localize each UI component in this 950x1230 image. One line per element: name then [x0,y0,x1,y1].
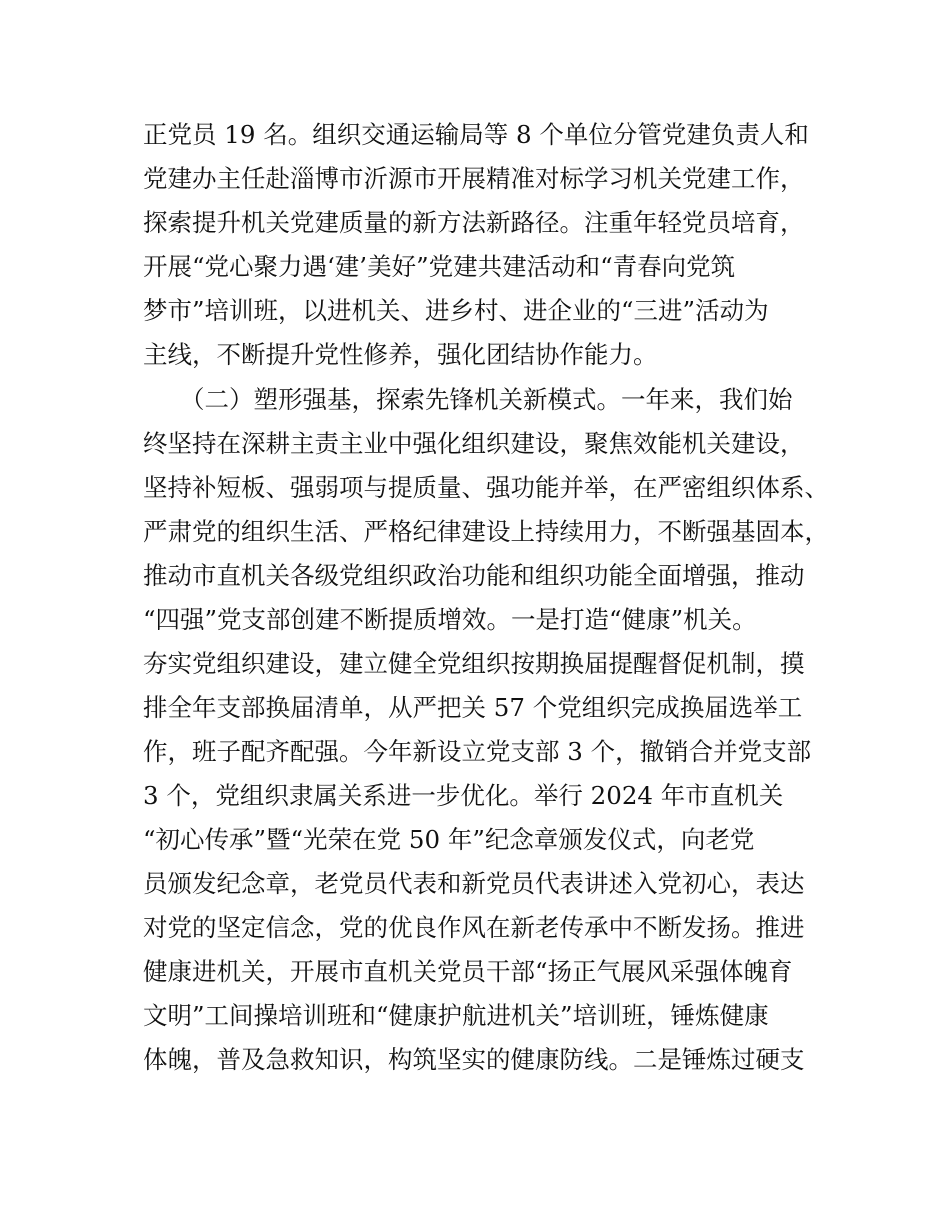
line-text: 严肃党的组织生活、严格纪律建设上持续用力，不断强基固本， [143,517,829,546]
text-line [0,157,950,201]
line-text: 推动市直机关各级党组织政治功能和组织功能全面增强，推动 [143,561,805,590]
line-text: 正党员 19 名。组织交通运输局等 8 个单位分管党建负责人和 [143,120,809,149]
text-line [0,818,950,862]
line-text: 坚持补短板、强弱项与提质量、强功能并举，在严密组织体系、 [143,473,829,502]
text-line [0,642,950,686]
text-line [0,862,950,906]
text-line [0,994,950,1038]
text-line [0,289,950,333]
text-line [0,201,950,245]
line-text: 员颁发纪念章，老党员代表和新党员代表讲述入党初心，表达 [143,869,805,898]
line-text: 探索提升机关党建质量的新方法新路径。注重年轻党员培育， [143,208,805,237]
text-line [0,378,950,422]
text-line [0,686,950,730]
text-line [0,730,950,774]
line-text: 对党的坚定信念，党的优良作风在新老传承中不断发扬。推进 [143,913,805,942]
line-text: 作，班子配齐配强。今年新设立党支部 3 个，撤销合并党支部 [143,737,812,766]
text-line [0,554,950,598]
section-heading-line: （二）塑形强基，探索先锋机关新模式。一年来，我们始 [180,385,793,414]
line-text: 排全年支部换届清单，从严把关 57 个党组织完成换届选举工 [143,693,803,722]
line-text: 文明”工间操培训班和“健康护航进机关”培训班，锤炼健康 [143,1001,769,1030]
text-line [0,245,950,289]
line-text: 梦市”培训班，以进机关、进乡村、进企业的“三进”活动为 [143,296,769,325]
line-text: “初心传承”暨“光荣在党 50 年”纪念章颁发仪式，向老党 [143,825,755,854]
line-text: 夯实党组织建设，建立健全党组织按期换届提醒督促机制，摸 [143,649,805,678]
line-text: 3 个，党组织隶属关系进一步优化。举行 2024 年市直机关 [143,781,784,810]
text-line [0,598,950,642]
line-text: 开展“党心聚力遇‘建’美好”党建共建活动和“青春向党筑 [143,252,736,281]
text-line [0,113,950,157]
line-text: 党建办主任赴淄博市沂源市开展精准对标学习机关党建工作， [143,164,805,193]
line-text: 终坚持在深耕主责主业中强化组织建设，聚焦效能机关建设， [143,429,805,458]
text-line [0,1038,950,1082]
text-line [0,906,950,950]
text-line [0,950,950,994]
text-line [0,510,950,554]
text-line [0,422,950,466]
line-text: 体魄，普及急救知识，构筑坚实的健康防线。二是锤炼过硬支 [143,1045,805,1074]
line-text: “四强”党支部创建不断提质增效。一是打造“健康”机关。 [143,605,757,634]
text-line [0,466,950,510]
line-text: 健康进机关，开展市直机关党员干部“扬正气展风采强体魄育 [143,957,793,986]
line-text: 主线，不断提升党性修养，强化团结协作能力。 [143,340,658,369]
text-line [0,774,950,818]
text-line [0,333,950,377]
